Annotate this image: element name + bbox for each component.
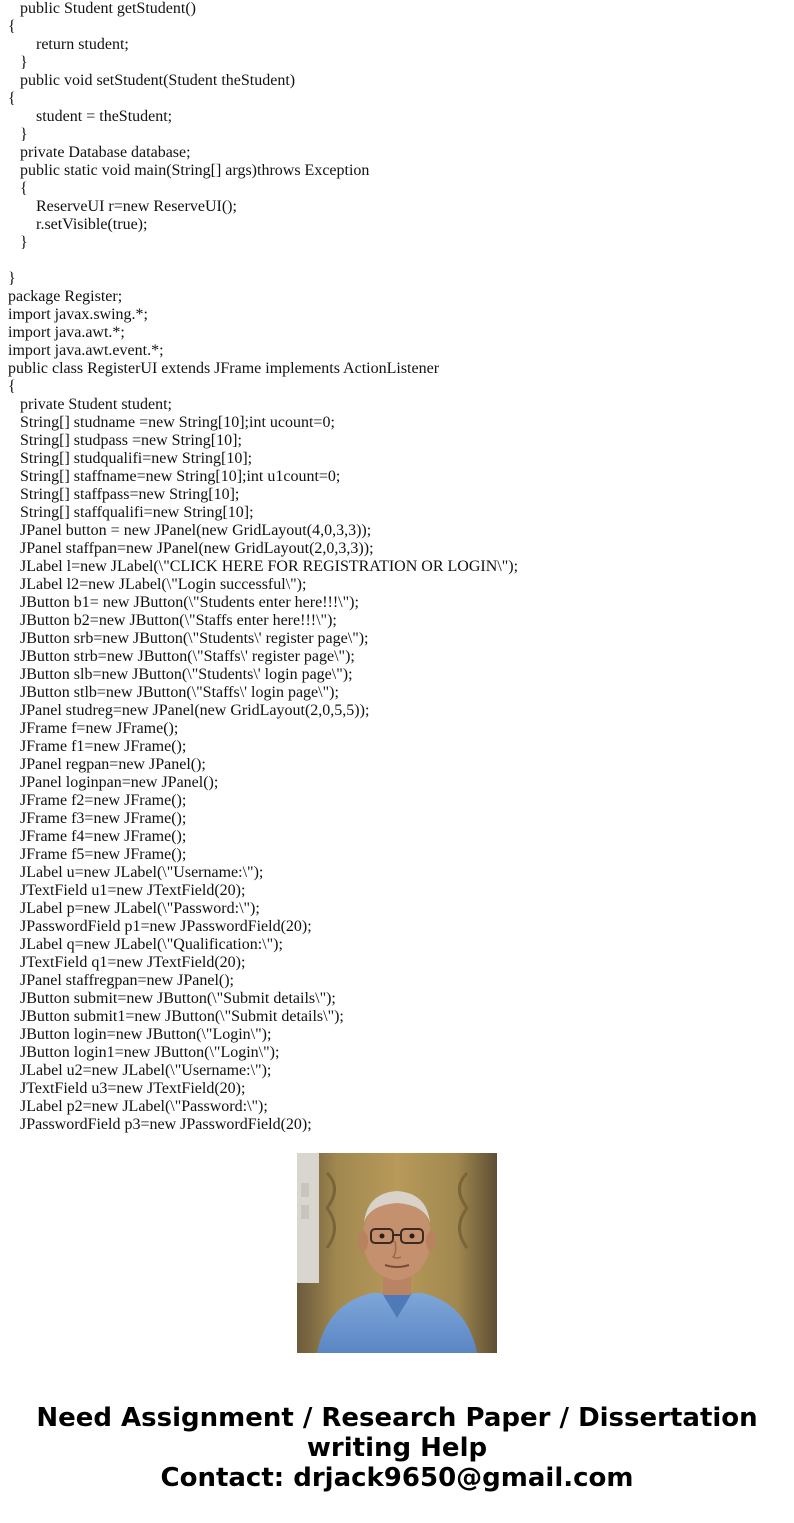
code-line: JButton submit1=new JButton(\"Submit details\"); <box>8 1008 344 1025</box>
code-line: JPanel staffpan=new JPanel(new GridLayout(2,0,3,3)); <box>8 540 374 557</box>
code-line: JButton slb=new JButton(\"Students\' login page\"); <box>8 666 353 683</box>
code-line: String[] studqualifi=new String[10]; <box>8 450 253 467</box>
code-line: String[] studname =new String[10];int ucount=0; <box>8 414 335 431</box>
code-line: return student; <box>8 36 129 53</box>
code-line: JPanel loginpan=new JPanel(); <box>8 774 219 791</box>
code-line: JPanel staffregpan=new JPanel(); <box>8 972 234 989</box>
code-line: JFrame f2=new JFrame(); <box>8 792 187 809</box>
author-avatar <box>297 1153 497 1353</box>
code-line: JFrame f3=new JFrame(); <box>8 810 187 827</box>
code-line: JFrame f=new JFrame(); <box>8 720 179 737</box>
code-line: JButton submit=new JButton(\"Submit details\"); <box>8 990 336 1007</box>
code-line: JTextField u1=new JTextField(20); <box>8 882 246 899</box>
code-line: { <box>8 378 16 395</box>
code-line: } <box>8 270 16 287</box>
code-line: JButton stlb=new JButton(\"Staffs\' login page\"); <box>8 684 339 701</box>
code-line: ReserveUI r=new ReserveUI(); <box>8 198 237 215</box>
code-line: JButton login1=new JButton(\"Login\"); <box>8 1044 280 1061</box>
promo-line-2: writing Help <box>306 1433 488 1463</box>
code-line: JLabel l=new JLabel(\"CLICK HERE FOR REGISTRATION OR LOGIN\"); <box>8 558 519 575</box>
code-line: JLabel l2=new JLabel(\"Login successful\"); <box>8 576 307 593</box>
code-line: private Database database; <box>8 144 191 161</box>
code-line: JLabel p2=new JLabel(\"Password:\"); <box>8 1098 268 1115</box>
person-photo-icon <box>297 1153 497 1353</box>
code-line: JButton b2=new JButton(\"Staffs enter here!!!\"); <box>8 612 337 629</box>
code-lines <box>8 0 518 1134</box>
code-line: r.setVisible(true); <box>8 216 148 233</box>
code-line: student = theStudent; <box>8 108 173 125</box>
code-line: public void setStudent(Student theStudent) <box>8 72 296 89</box>
code-line <box>8 252 518 270</box>
code-line: { <box>8 18 16 35</box>
code-line: JPasswordField p3=new JPasswordField(20); <box>8 1116 312 1133</box>
code-line: } <box>8 234 28 251</box>
code-line: String[] staffname=new String[10];int u1count=0; <box>8 468 341 485</box>
code-line: private Student student; <box>8 396 172 413</box>
promo-line-1: Need Assignment / Research Paper / Dissertation <box>36 1403 758 1433</box>
code-line: JLabel u=new JLabel(\"Username:\"); <box>8 864 264 881</box>
code-line: JPanel regpan=new JPanel(); <box>8 756 206 773</box>
code-line: JFrame f1=new JFrame(); <box>8 738 187 755</box>
code-line: public static void main(String[] args)throws Exception <box>8 162 370 179</box>
promo-contact: Contact: drjack9650@gmail.com <box>160 1463 634 1493</box>
code-line: JFrame f4=new JFrame(); <box>8 828 187 845</box>
code-line: public class RegisterUI extends JFrame implements ActionListener <box>8 360 440 377</box>
code-line: JButton srb=new JButton(\"Students\' register page\"); <box>8 630 369 647</box>
promo-text <box>0 1403 794 1493</box>
code-line: { <box>8 180 28 197</box>
code-line: JTextField q1=new JTextField(20); <box>8 954 246 971</box>
code-line: JButton login=new JButton(\"Login\"); <box>8 1026 272 1043</box>
code-line: JButton b1= new JButton(\"Students enter here!!!\"); <box>8 594 359 611</box>
code-line: } <box>8 54 28 71</box>
code-line: JPanel button = new JPanel(new GridLayout(4,0,3,3)); <box>8 522 372 539</box>
code-line: JTextField u3=new JTextField(20); <box>8 1080 246 1097</box>
code-line: import java.awt.event.*; <box>8 342 164 359</box>
code-line: import javax.swing.*; <box>8 306 148 323</box>
code-line: { <box>8 90 16 107</box>
code-line: String[] staffqualifi=new String[10]; <box>8 504 254 521</box>
code-line: import java.awt.*; <box>8 324 125 341</box>
code-line: JLabel p=new JLabel(\"Password:\"); <box>8 900 260 917</box>
code-line: String[] staffpass=new String[10]; <box>8 486 240 503</box>
code-line: package Register; <box>8 288 123 305</box>
code-line: JPanel studreg=new JPanel(new GridLayout(2,0,5,5)); <box>8 702 370 719</box>
code-line: JButton strb=new JButton(\"Staffs\' register page\"); <box>8 648 355 665</box>
code-line: JFrame f5=new JFrame(); <box>8 846 187 863</box>
code-line: } <box>8 126 28 143</box>
code-line: JLabel q=new JLabel(\"Qualification:\"); <box>8 936 283 953</box>
code-line: JLabel u2=new JLabel(\"Username:\"); <box>8 1062 272 1079</box>
code-line: JPasswordField p1=new JPasswordField(20); <box>8 918 312 935</box>
code-line: String[] studpass =new String[10]; <box>8 432 242 449</box>
code-line: public Student getStudent() <box>8 0 196 17</box>
